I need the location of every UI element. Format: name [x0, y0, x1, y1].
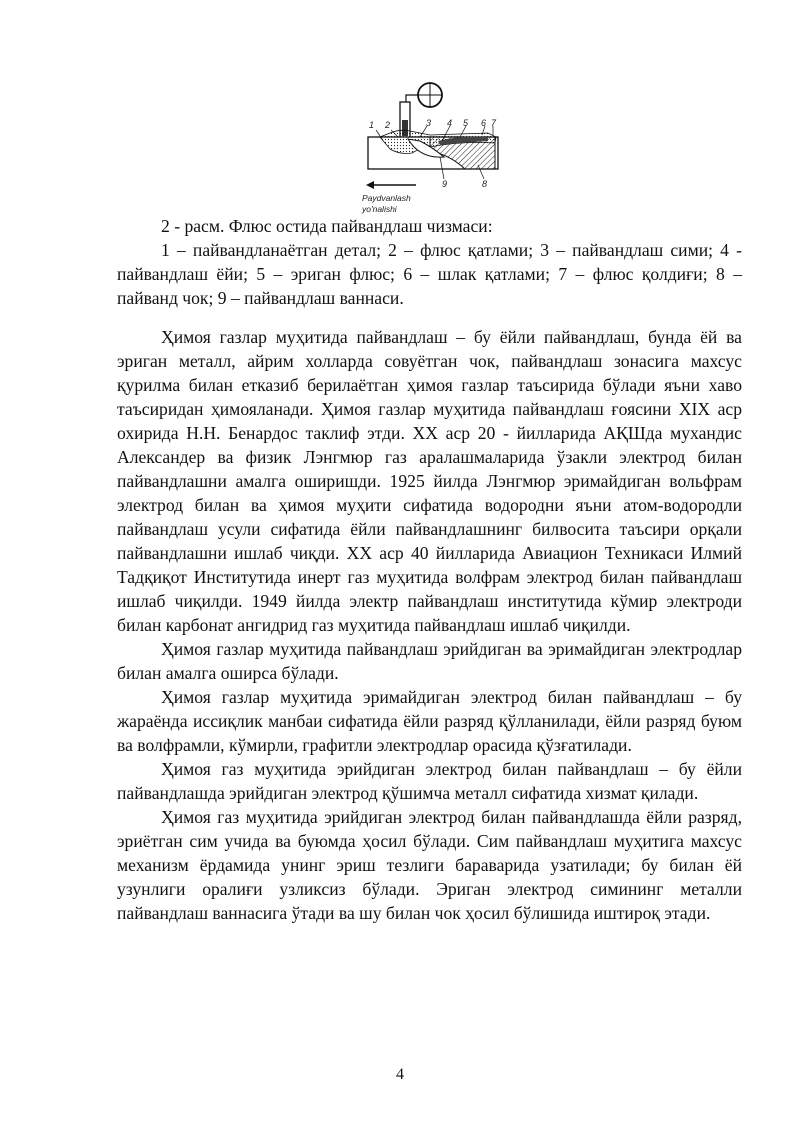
direction-label-line2: yo'nalishi [362, 204, 397, 214]
callout-2: 2 [385, 120, 391, 130]
callout-9: 9 [442, 179, 448, 189]
paragraph-1: Ҳимоя газлар муҳитида пайвандлаш – бу ёйли пайвандлаш, бунда ёй ва эриган металл, айрим холларда совуётган чок, пайвандлаш зонасига махсус қурилма билан етказиб берилаётган ҳимоя газлар таъсирида бўлади яъни хаво таъсиридан ҳимояланади. Ҳимоя газлар муҳитида пайвандлаш ғоясини XIX аср охирида Н.Н. Бенардос таклиф этди. XX аср 20 - йилларида АҚШда мухандис Александер ва физик Лэнгмюр газ аралашмаларида ўзакли электрод билан пайвандлашни амалга оширишди. 1925 йилда Лэнгмюр эримайдиган вольфрам электрод билан ва ҳимоя муҳити сифатида водородни яъни атом-водородли пайвандлаш усули сифатида ёйли пайвандлашнинг билвосита таъсири орқали пайвандлашни ишлаб чиқди. XX аср 40 йилларида Авиацион Техникаси Илмий Тадқиқот Институтида инерт газ муҳитида волфрам электрод билан пайвандлаш ишлаб чиқилди. 1949 йилда электр пайвандлаш институтида кўмир электроди билан карбонат ангидрид газ муҳитида пайвандлаш ишлаб чиқилди. [117, 327, 742, 635]
figure-caption [117, 214, 742, 310]
direction-label-line1: Paydvanlash [362, 193, 411, 203]
callout-6: 6 [481, 118, 487, 128]
callout-1: 1 [369, 120, 375, 130]
callout-7: 7 [491, 118, 497, 128]
page-number: 4 [396, 1066, 404, 1083]
callout-4: 4 [447, 118, 453, 128]
body-text [117, 325, 742, 925]
paragraph-3: Ҳимоя газлар муҳитида эримайдиган электрод билан пайвандлаш – бу жараёнда иссиқлик манбаи сифатида ёйли разряд қўлланилади, ёйли разряд буюм ва волфрамли, кўмирли, графитли электродлар орасида қўзғатилади. [117, 687, 742, 755]
paragraph-2: Ҳимоя газлар муҳитида пайвандлаш эрийдиган ва эримайдиган электродлар билан амалга оширса бўлади. [117, 639, 742, 683]
callout-3: 3 [426, 118, 432, 128]
caption-legend: 1 – пайвандланаётган детал; 2 – флюс қатлами; 3 – пайвандлаш сими; 4 - пайвандлаш ёйи; 5 – эриган флюс; 6 – шлак қатлами; 7 – флюс қолдиғи; 8 – пайванд чок; 9 – пайвандлаш ваннаси. [117, 240, 742, 308]
callout-8: 8 [482, 179, 488, 189]
paragraph-5: Ҳимоя газ муҳитида эрийдиган электрод билан пайвандлашда ёйли разряд, эриётган сим учида ва буюмда ҳосил бўлади. Сим пайвандлаш муҳитига махсус механизм ёрдамида унинг эриш тезлиги бараварида узатилади; бу билан ёй узунлиги оралиғи узликсиз бўлади. Эриган электрод симининг металли пайвандлаш ваннасига ўтади ва шу билан чок ҳосил бўлишида иштироқ этади. [117, 807, 742, 923]
caption-title: 2 - расм. Флюс остида пайвандлаш чизмаси: [161, 216, 493, 236]
paragraph-4: Ҳимоя газ муҳитида эрийдиган электрод билан пайвандлаш – бу ёйли пайвандлашда эрийдиган электрод қўшимча металл сифатида хизмат қилади. [117, 759, 742, 803]
welding-diagram [360, 75, 510, 215]
callout-5: 5 [463, 118, 469, 128]
